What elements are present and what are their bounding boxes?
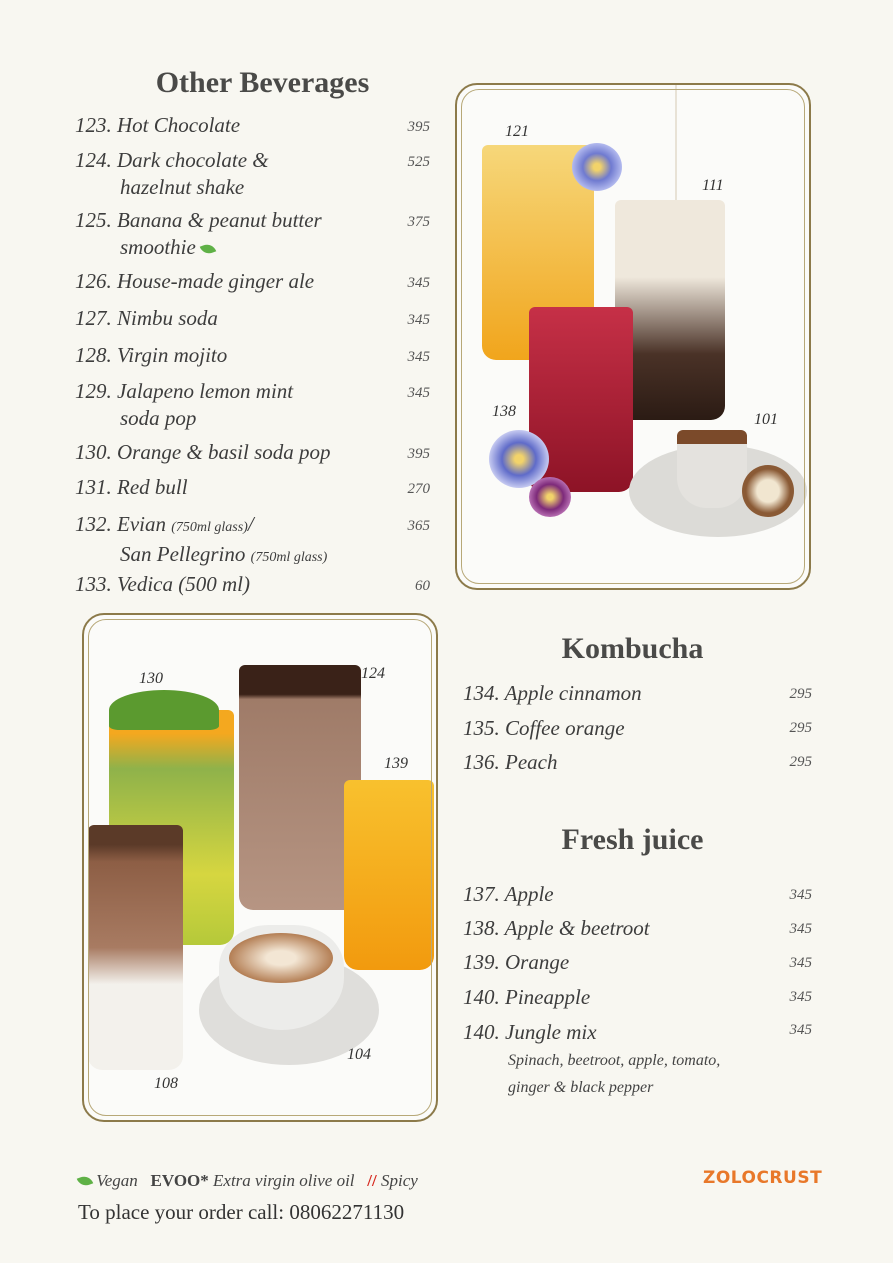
menu-item: 132. Evian (750ml glass)/ San Pellegrino (750ml glass) — [75, 512, 328, 566]
item-price: 295 — [789, 754, 812, 770]
photo-label: 121 — [505, 123, 529, 140]
item-price: 345 — [407, 349, 430, 365]
menu-item: 140. Jungle mix — [463, 1020, 597, 1044]
menu-item: 128. Virgin mojito — [75, 343, 228, 367]
menu-item: 129. Jalapeno lemon mint soda pop — [75, 379, 294, 430]
menu-item: 134. Apple cinnamon — [463, 681, 642, 705]
section-title-kombucha: Kombucha — [561, 632, 704, 665]
photo-label: 124 — [361, 665, 385, 682]
section-title-other-beverages: Other Beverages — [155, 66, 370, 99]
item-price: 345 — [789, 989, 812, 1005]
photo-label: 108 — [154, 1075, 178, 1092]
photo-label: 139 — [384, 755, 408, 772]
beverage-photo-1 — [455, 83, 811, 590]
item-price: 345 — [789, 887, 812, 903]
item-price: 295 — [789, 686, 812, 702]
menu-item: 124. Dark chocolate & hazelnut shake — [75, 148, 269, 199]
item-price: 295 — [789, 720, 812, 736]
vegan-leaf-icon — [77, 1174, 94, 1188]
item-price: 375 — [407, 214, 430, 230]
item-price: 395 — [407, 119, 430, 135]
menu-item: 130. Orange & basil soda pop — [75, 440, 331, 464]
item-price: 345 — [407, 275, 430, 291]
vegan-leaf-icon — [200, 242, 217, 256]
menu-item: 138. Apple & beetroot — [463, 916, 650, 940]
item-price: 345 — [789, 1022, 812, 1038]
item-price: 270 — [407, 481, 430, 497]
photo-label: 111 — [702, 177, 724, 194]
photo-label: 138 — [492, 403, 516, 420]
menu-item: 125. Banana & peanut butter smoothie — [75, 208, 322, 259]
item-price: 395 — [407, 446, 430, 462]
menu-item: 123. Hot Chocolate — [75, 113, 241, 137]
order-phone: To place your order call: 08062271130 — [78, 1200, 405, 1224]
item-price: 60 — [415, 578, 430, 594]
photo-label: 130 — [139, 670, 163, 687]
item-price: 525 — [407, 154, 430, 170]
item-description: Spinach, beetroot, apple, tomato, — [508, 1052, 721, 1069]
photo-label: 104 — [347, 1046, 371, 1063]
item-description: ginger & black pepper — [508, 1079, 654, 1096]
item-price: 345 — [789, 955, 812, 971]
menu-item: 139. Orange — [463, 950, 570, 974]
chili-icon: // — [367, 1171, 377, 1190]
menu-item: 140. Pineapple — [463, 985, 591, 1009]
section-title-fresh-juice: Fresh juice — [561, 823, 704, 856]
item-price: 365 — [407, 518, 430, 534]
menu-item: 131. Red bull — [75, 475, 188, 499]
brand-logo: ZOLOCRUST — [703, 1168, 823, 1188]
item-price: 345 — [407, 312, 430, 328]
item-price: 345 — [789, 921, 812, 937]
menu-item: 136. Peach — [463, 750, 558, 774]
photo-label: 101 — [754, 411, 778, 428]
menu-item: 127. Nimbu soda — [75, 306, 218, 330]
menu-item: 135. Coffee orange — [463, 716, 625, 740]
menu-item: 137. Apple — [463, 882, 554, 906]
menu-item: 133. Vedica (500 ml) — [75, 572, 250, 596]
item-price: 345 — [407, 385, 430, 401]
beverage-photo-2 — [82, 613, 438, 1122]
menu-item: 126. House-made ginger ale — [75, 269, 315, 293]
legend: Vegan EVOO* Extra virgin olive oil // Spicy — [78, 1171, 418, 1191]
